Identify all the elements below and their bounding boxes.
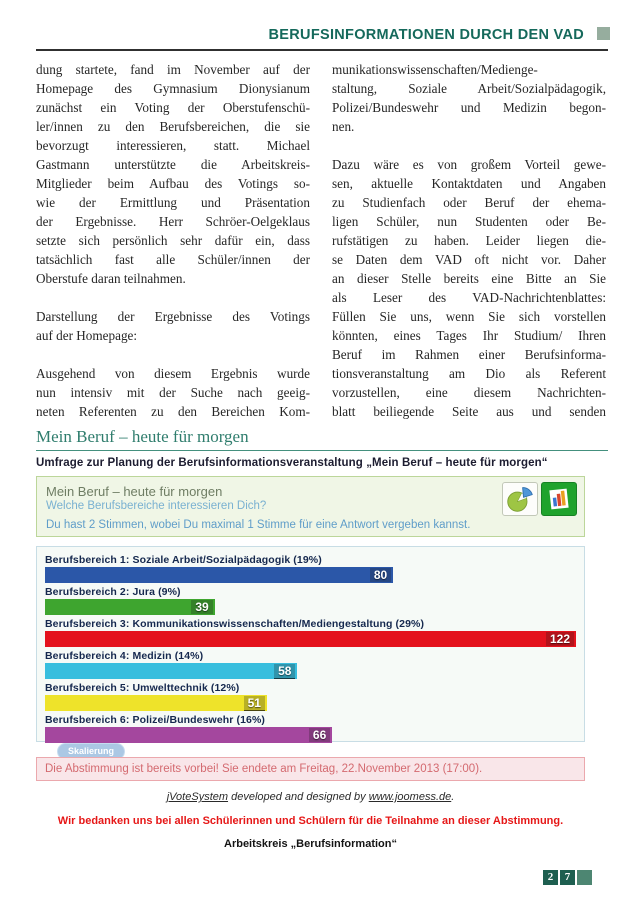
text-line: dung startete, fand im November auf der	[36, 62, 310, 77]
page-header	[36, 26, 610, 44]
paragraph	[332, 60, 606, 136]
text-line: Ausgehend von diesem Ergebnis wurde	[36, 366, 310, 381]
bar-fill	[45, 727, 332, 743]
text-line: munikationswissenschaften/Medienge-	[332, 62, 538, 77]
text-line: ler/innen zu den Berufsbereichen, die sie	[36, 119, 310, 134]
bar-row	[45, 586, 576, 615]
bar-label: Berufsbereich 1: Soziale Arbeit/Sozialpädagogik (19%)	[45, 554, 322, 566]
text-line: nun intensiv mit der Suche nach geeig-	[36, 385, 310, 400]
text-line: Füllen Sie uns, wenn Sie sich vorstellen	[332, 309, 606, 324]
scaling-button[interactable]: Skalierung	[57, 743, 125, 760]
bar-row	[45, 650, 576, 679]
paragraph	[36, 307, 310, 345]
text-line: bevorzugt interessieren, statt. Michael	[36, 138, 310, 153]
poll-closed-notice: Die Abstimmung ist bereits vorbei! Sie endete am Freitag, 22.November 2013 (17:00).	[36, 757, 585, 781]
text-line: Mitglieder beim Aufbau des Votings so-	[36, 176, 310, 191]
poll-note: Du hast 2 Stimmen, wobei Du maximal 1 Stimme für eine Antwort vergeben kannst.	[46, 519, 471, 531]
bar-fill	[45, 599, 215, 615]
text-line: zu Studienfach oder Beruf der ehema-	[332, 195, 606, 210]
bar-row	[45, 714, 576, 743]
header-accent-square-icon	[597, 27, 610, 40]
bar-value: 66	[309, 728, 330, 742]
text-line: vorzustellen, eine diesem Nachrichten-	[332, 385, 606, 400]
poll-question: Welche Berufsbereiche interessieren Dich?	[46, 500, 267, 512]
text-line: Beruf im Rahmen einer Berufsinforma-	[332, 347, 606, 362]
bar-label: Berufsbereich 3: Kommunikationswissenschaften/Mediengestaltung (29%)	[45, 618, 425, 630]
page-number	[543, 870, 592, 885]
poll-results-box	[36, 546, 585, 742]
text-line: als Leser des VAD-Nachrichtenblattes:	[332, 290, 606, 305]
bar-chart-icon[interactable]	[541, 482, 577, 516]
bar-row	[45, 554, 576, 583]
bar-label: Berufsbereich 2: Jura (9%)	[45, 586, 181, 598]
text-line: an dieser Stelle bereits eine Bitte an Sie	[332, 271, 606, 286]
article-right-column	[332, 60, 606, 421]
text-line: sen, aktuelle Kontaktdaten und Angaben	[332, 176, 606, 191]
credit-text: developed and designed by	[228, 791, 369, 803]
credit-period: .	[451, 791, 455, 803]
poll-title: Mein Beruf – heute für morgen	[46, 484, 223, 499]
bar-row	[45, 682, 576, 711]
bar-value: 80	[370, 568, 391, 582]
text-line: tatsächlich fast alle Schüler/innen der	[36, 252, 310, 267]
text-line: setzte sich persönlich sehr dafür ein, dass	[36, 233, 310, 248]
section-heading: Mein Beruf – heute für morgen	[36, 427, 608, 451]
credit-line	[36, 791, 585, 803]
text-line: zunächst ein Voting der Oberstufenschü-	[36, 100, 310, 115]
text-line: nen.	[332, 119, 355, 134]
text-line: se Daten dem VAD oft nicht vor. Daher	[332, 252, 606, 267]
text-line: der Ergebnisse. Herr Schröer-Oelgeklaus	[36, 214, 310, 229]
poll-subheading: Umfrage zur Planung der Berufsinformationsveranstaltung „Mein Beruf – heute für morgen“	[36, 457, 548, 469]
text-line: Dazu wäre es von großem Vorteil gewe-	[332, 157, 606, 172]
bar-value: 122	[546, 632, 574, 646]
text-line: auf der Homepage:	[36, 328, 138, 343]
signature-line: Arbeitskreis „Berufsinformation“	[224, 838, 397, 850]
paragraph	[36, 364, 310, 421]
text-line: wie der Ermittlung und Präsentation	[36, 195, 310, 210]
pie-chart-icon[interactable]	[502, 482, 538, 516]
article	[36, 60, 606, 421]
page-digit-1: 2	[543, 870, 558, 885]
bar-value: 39	[191, 600, 212, 614]
text-line: ligen Schüler, nun Studenten oder Be-	[332, 214, 606, 229]
text-line: tionsveranstaltung am Dio als Referent	[332, 366, 606, 381]
bar-value: 51	[244, 696, 265, 711]
bar-fill	[45, 631, 576, 647]
bar-label: Berufsbereich 6: Polizei/Bundeswehr (16%)	[45, 714, 265, 726]
paragraph	[332, 155, 606, 421]
text-line: blatt beiliegende Seite aus und senden	[332, 404, 606, 419]
bars-list	[45, 554, 576, 743]
text-line: Darstellung der Ergebnisse des Votings	[36, 309, 310, 324]
text-line: Polizei/Bundeswehr und Medizin begon-	[332, 100, 606, 115]
jvotesystem-link[interactable]: jVoteSystem	[166, 791, 229, 803]
bar-fill	[45, 663, 297, 679]
bar-fill	[45, 695, 267, 711]
bar-label: Berufsbereich 5: Umwelttechnik (12%)	[45, 682, 240, 694]
bar-value: 58	[274, 664, 295, 679]
text-line: Oberstufe daran teilnahmen.	[36, 271, 186, 286]
bar-label: Berufsbereich 4: Medizin (14%)	[45, 650, 204, 662]
joomess-link[interactable]: www.joomess.de	[368, 791, 452, 803]
footer-accent-square-icon	[577, 870, 592, 885]
article-left-column	[36, 60, 310, 421]
text-line: könnten, eines Tages Ihr Studium/ Ihren	[332, 328, 606, 343]
text-line: Homepage des Gymnasium Dionysianum	[36, 81, 310, 96]
paragraph	[36, 60, 310, 288]
bar-fill	[45, 567, 393, 583]
header-rule	[36, 49, 608, 51]
text-line: rufstätigen zu haben. Leider liegen die-	[332, 233, 606, 248]
bar-row	[45, 618, 576, 647]
poll-header-box	[36, 476, 585, 537]
text-line: staltung, Soziale Arbeit/Sozialpädagogik,	[332, 81, 606, 96]
poll-view-toggle	[502, 482, 577, 516]
text-line: Gastmann unterstützte die Arbeitskreis-	[36, 157, 310, 172]
page-digit-2: 7	[560, 870, 575, 885]
thanks-line: Wir bedanken uns bei allen Schülerinnen und Schülern für die Teilnahme an dieser Abstimmung.	[57, 815, 564, 827]
text-line: neten Referenten zu den Bereichen Kom-	[36, 404, 310, 419]
page-header-title: BERUFSINFORMATIONEN DURCH DEN VAD	[268, 27, 584, 43]
